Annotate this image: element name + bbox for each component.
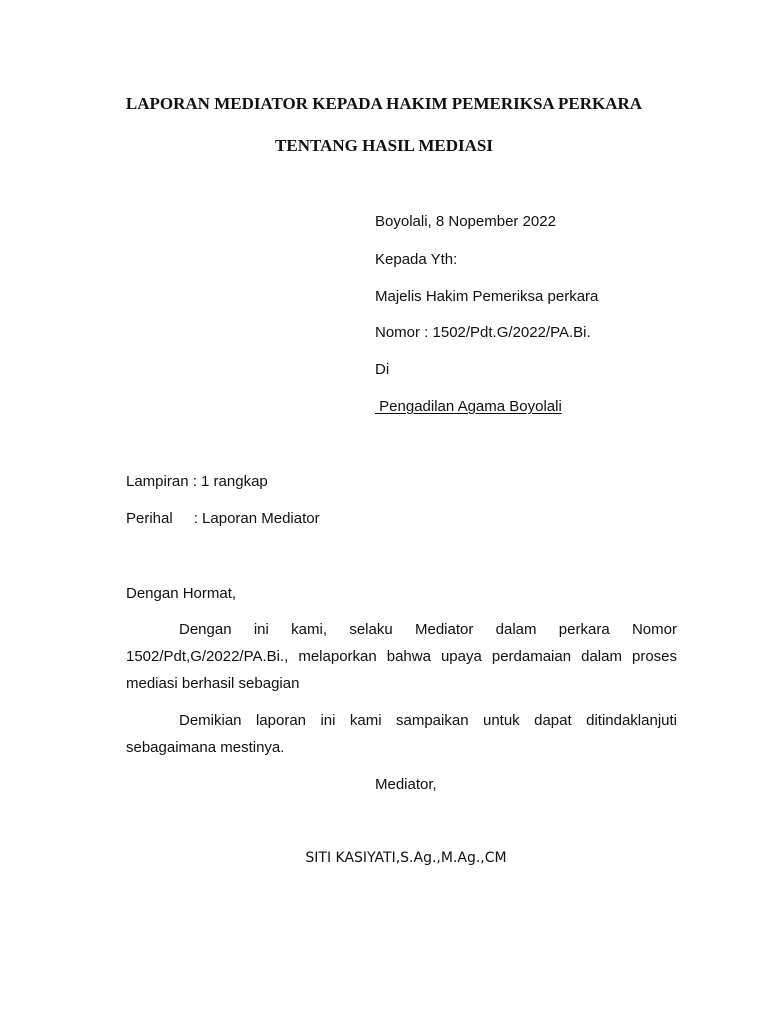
subject-label: Perihal <box>126 510 173 527</box>
location-prefix: Di <box>375 361 390 378</box>
court-name: Pengadilan Agama Boyolali <box>375 398 562 415</box>
recipient-salutation: Kepada Yth: <box>375 251 458 268</box>
body-paragraph-2 <box>126 707 677 761</box>
document-title: LAPORAN MEDIATOR KEPADA HAKIM PEMERIKSA PERKARA <box>125 94 643 113</box>
body-paragraph-1 <box>126 616 677 697</box>
case-number: Nomor : 1502/Pdt.G/2022/PA.Bi. <box>375 324 591 341</box>
attachment-line: Lampiran : 1 rangkap <box>126 473 268 490</box>
greeting: Dengan Hormat, <box>126 585 237 602</box>
recipient-name: Majelis Hakim Pemeriksa perkara <box>375 288 599 305</box>
letter-date: Boyolali, 8 Nopember 2022 <box>375 213 556 230</box>
document-subtitle: TENTANG HASIL MEDIASI <box>275 136 493 155</box>
subject-value: : Laporan Mediator <box>193 510 320 527</box>
mediator-label: Mediator, <box>375 776 437 793</box>
signatory-name: SITI KASIYATI,S.Ag.,M.Ag.,CM <box>305 850 507 866</box>
body-paragraph-2-text: Demikian laporan ini kami sampaikan untuk dapat ditindaklanjuti sebagaimana mestinya. <box>126 712 677 756</box>
subject-line <box>126 510 320 527</box>
body-paragraph-1-text: Dengan ini kami, selaku Mediator dalam perkara Nomor 1502/Pdt,G/2022/PA.Bi., melaporkan bahwa upaya perdamaian dalam proses mediasi berhasil sebagian <box>126 621 677 692</box>
